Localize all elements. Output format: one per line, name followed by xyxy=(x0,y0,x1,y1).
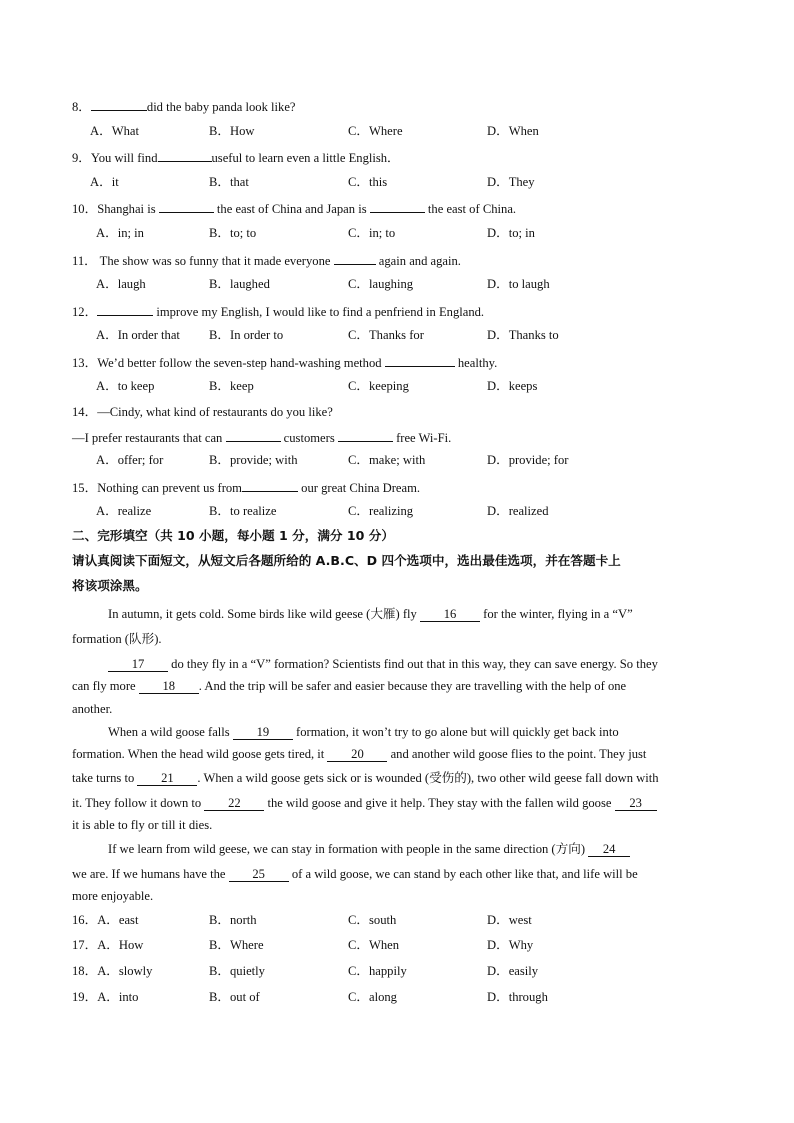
blank-17: 17 xyxy=(108,657,168,672)
section-title: 二、完形填空（共 10 小题，每小题 1 分，满分 10 分） xyxy=(72,528,394,543)
options-15 xyxy=(96,503,736,519)
option-a: A．In order that xyxy=(96,328,180,342)
option-d: D．provide; for xyxy=(487,453,569,467)
answer-blank xyxy=(158,148,212,162)
options-8 xyxy=(90,123,730,139)
blank-21: 21 xyxy=(137,771,197,786)
option-b: B．provide; with xyxy=(209,453,298,467)
options-13 xyxy=(96,378,736,394)
options-11 xyxy=(96,276,736,292)
option-b: B．quietly xyxy=(209,964,265,978)
option-d: D．keeps xyxy=(487,379,538,393)
passage-text: formation, it won’t try to go alone but will quickly get back into xyxy=(296,725,619,739)
question-11 xyxy=(72,251,722,269)
option-b: B．laughed xyxy=(209,277,270,291)
option-d: D．to; in xyxy=(487,226,535,240)
option-d: D．Why xyxy=(487,938,534,952)
option-a: 16．A．east xyxy=(72,913,139,927)
option-d: D．easily xyxy=(487,964,539,978)
option-b: B．How xyxy=(209,124,255,138)
question-text: again and again. xyxy=(378,254,461,268)
option-c: C．Where xyxy=(348,124,403,138)
question-14-line2 xyxy=(72,428,722,446)
question-12 xyxy=(72,302,722,320)
passage-text: . When a wild goose gets sick or is wounded (受伤的), two other wild geese fall down with xyxy=(197,771,659,785)
question-text: 14．—Cindy, what kind of restaurants do you like? xyxy=(72,405,333,419)
question-text: improve my English, I would like to find a penfriend in England. xyxy=(156,305,485,319)
answer-blank xyxy=(385,353,455,367)
question-text: did the baby panda look like? xyxy=(146,100,296,114)
passage-line xyxy=(108,841,722,857)
option-c: C．along xyxy=(348,990,397,1004)
question-text: 10．Shanghai is xyxy=(72,202,156,216)
options-10 xyxy=(96,225,736,241)
section-instructions-cont: 将该项涂黑。 xyxy=(72,578,148,593)
question-number: 8． xyxy=(72,100,91,114)
options-17 xyxy=(72,937,732,953)
blank-20: 20 xyxy=(327,747,387,762)
option-a: A．to keep xyxy=(96,379,155,393)
question-14 xyxy=(72,404,722,420)
passage-line xyxy=(108,724,722,740)
passage-line xyxy=(72,678,722,694)
option-b: B．Where xyxy=(209,938,264,952)
question-text: the east of China. xyxy=(427,202,517,216)
option-b: B．that xyxy=(209,175,249,189)
answer-blank xyxy=(97,302,153,316)
options-14 xyxy=(96,452,736,468)
question-15 xyxy=(72,478,722,496)
answer-blank xyxy=(242,478,298,492)
option-c: C．this xyxy=(348,175,388,189)
answer-blank xyxy=(159,199,214,213)
option-a: A．What xyxy=(90,124,139,138)
question-text: 11． The show was so funny that it made everyone xyxy=(72,254,331,268)
question-8 xyxy=(72,97,722,115)
blank-19: 19 xyxy=(233,725,293,740)
options-12 xyxy=(96,327,736,343)
option-d: D．Thanks to xyxy=(487,328,559,342)
section-instructions: 请认真阅读下面短文，从短文后各题所给的 A.B.C、D 四个选项中，选出最佳选项，并在答题卡上 xyxy=(72,553,621,568)
option-c: C．realizing xyxy=(348,504,414,518)
option-b: B．out of xyxy=(209,990,260,1004)
blank-23: 23 xyxy=(615,796,657,811)
passage-line xyxy=(108,606,722,622)
answer-blank xyxy=(370,199,425,213)
passage-line: formation (队形). xyxy=(72,632,162,646)
answer-blank xyxy=(226,428,281,442)
passage-text: for the winter, flying in a “V” xyxy=(483,607,633,621)
passage-text: of a wild goose, we can stand by each other like that, and life will be xyxy=(291,867,638,881)
passage-line: it is able to fly or till it dies. xyxy=(72,818,213,832)
option-c: C．When xyxy=(348,938,400,952)
blank-24: 24 xyxy=(588,842,630,857)
option-c: C．south xyxy=(348,913,397,927)
option-d: D．west xyxy=(487,913,532,927)
passage-line: another. xyxy=(72,702,113,716)
option-c: C．laughing xyxy=(348,277,414,291)
passage-text: In autumn, it gets cold. Some birds like wild geese (大雁) fly xyxy=(108,607,417,621)
blank-18: 18 xyxy=(139,679,199,694)
option-a: 19．A．into xyxy=(72,990,139,1004)
answer-blank xyxy=(338,428,393,442)
question-text: our great China Dream. xyxy=(301,481,421,495)
passage-line xyxy=(72,795,722,811)
question-number: 12． xyxy=(72,305,98,319)
question-text: free Wi-Fi. xyxy=(396,431,452,445)
passage-line xyxy=(108,656,722,672)
option-c: C．happily xyxy=(348,964,407,978)
option-b: B．to; to xyxy=(209,226,257,240)
option-a: A．offer; for xyxy=(96,453,164,467)
option-b: B．keep xyxy=(209,379,254,393)
passage-text: When a wild goose falls xyxy=(108,725,230,739)
passage-text: take turns to xyxy=(72,771,135,785)
option-d: D．When xyxy=(487,124,539,138)
option-a: 18．A．slowly xyxy=(72,964,153,978)
question-10 xyxy=(72,199,722,217)
blank-16: 16 xyxy=(420,607,480,622)
option-c: C．make; with xyxy=(348,453,426,467)
passage-text: we are. If we humans have the xyxy=(72,867,226,881)
question-9 xyxy=(72,148,722,166)
option-a: A．in; in xyxy=(96,226,144,240)
option-c: C．keeping xyxy=(348,379,409,393)
blank-22: 22 xyxy=(204,796,264,811)
passage-text: can fly more xyxy=(72,679,136,693)
option-d: D．realized xyxy=(487,504,549,518)
question-text: 15．Nothing can prevent us from xyxy=(72,481,242,495)
option-c: C．Thanks for xyxy=(348,328,424,342)
passage-text: formation. When the head wild goose gets tired, it xyxy=(72,747,325,761)
passage-text: If we learn from wild geese, we can stay in formation with people in the same direction (方向) xyxy=(108,842,586,856)
question-text: customers xyxy=(283,431,335,445)
passage-text: and another wild goose flies to the point. They just xyxy=(390,747,647,761)
question-text: 9．You will find xyxy=(72,151,158,165)
option-a: A．laugh xyxy=(96,277,146,291)
passage-line xyxy=(72,770,722,786)
options-16 xyxy=(72,912,732,928)
options-19 xyxy=(72,989,732,1005)
option-a: A．it xyxy=(90,175,119,189)
passage-text: the wild goose and give it help. They stay with the fallen wild goose xyxy=(267,796,612,810)
question-13 xyxy=(72,353,722,371)
passage-line: more enjoyable. xyxy=(72,889,154,903)
passage-line xyxy=(72,866,722,882)
options-18 xyxy=(72,963,732,979)
question-text: —I prefer restaurants that can xyxy=(72,431,223,445)
passage-text: it. They follow it down to xyxy=(72,796,202,810)
option-d: D．They xyxy=(487,175,535,189)
passage-line xyxy=(72,746,722,762)
passage-text: do they fly in a “V” formation? Scientists find out that in this way, they can save energy. So they xyxy=(171,657,658,671)
question-text: useful to learn even a little English． xyxy=(211,151,400,165)
answer-blank xyxy=(91,97,147,111)
option-b: B．to realize xyxy=(209,504,277,518)
option-b: B．In order to xyxy=(209,328,284,342)
blank-25: 25 xyxy=(229,867,289,882)
question-text: healthy. xyxy=(457,356,498,370)
options-9 xyxy=(90,174,730,190)
option-a: 17．A．How xyxy=(72,938,144,952)
option-c: C．in; to xyxy=(348,226,396,240)
option-a: A．realize xyxy=(96,504,152,518)
answer-blank xyxy=(334,251,376,265)
option-d: D．through xyxy=(487,990,548,1004)
question-text: 13．We’d better follow the seven-step hand-washing method xyxy=(72,356,382,370)
passage-text: . And the trip will be safer and easier because they are travelling with the help of one xyxy=(198,679,627,693)
option-b: B．north xyxy=(209,913,257,927)
option-d: D．to laugh xyxy=(487,277,550,291)
question-text: the east of China and Japan is xyxy=(216,202,367,216)
